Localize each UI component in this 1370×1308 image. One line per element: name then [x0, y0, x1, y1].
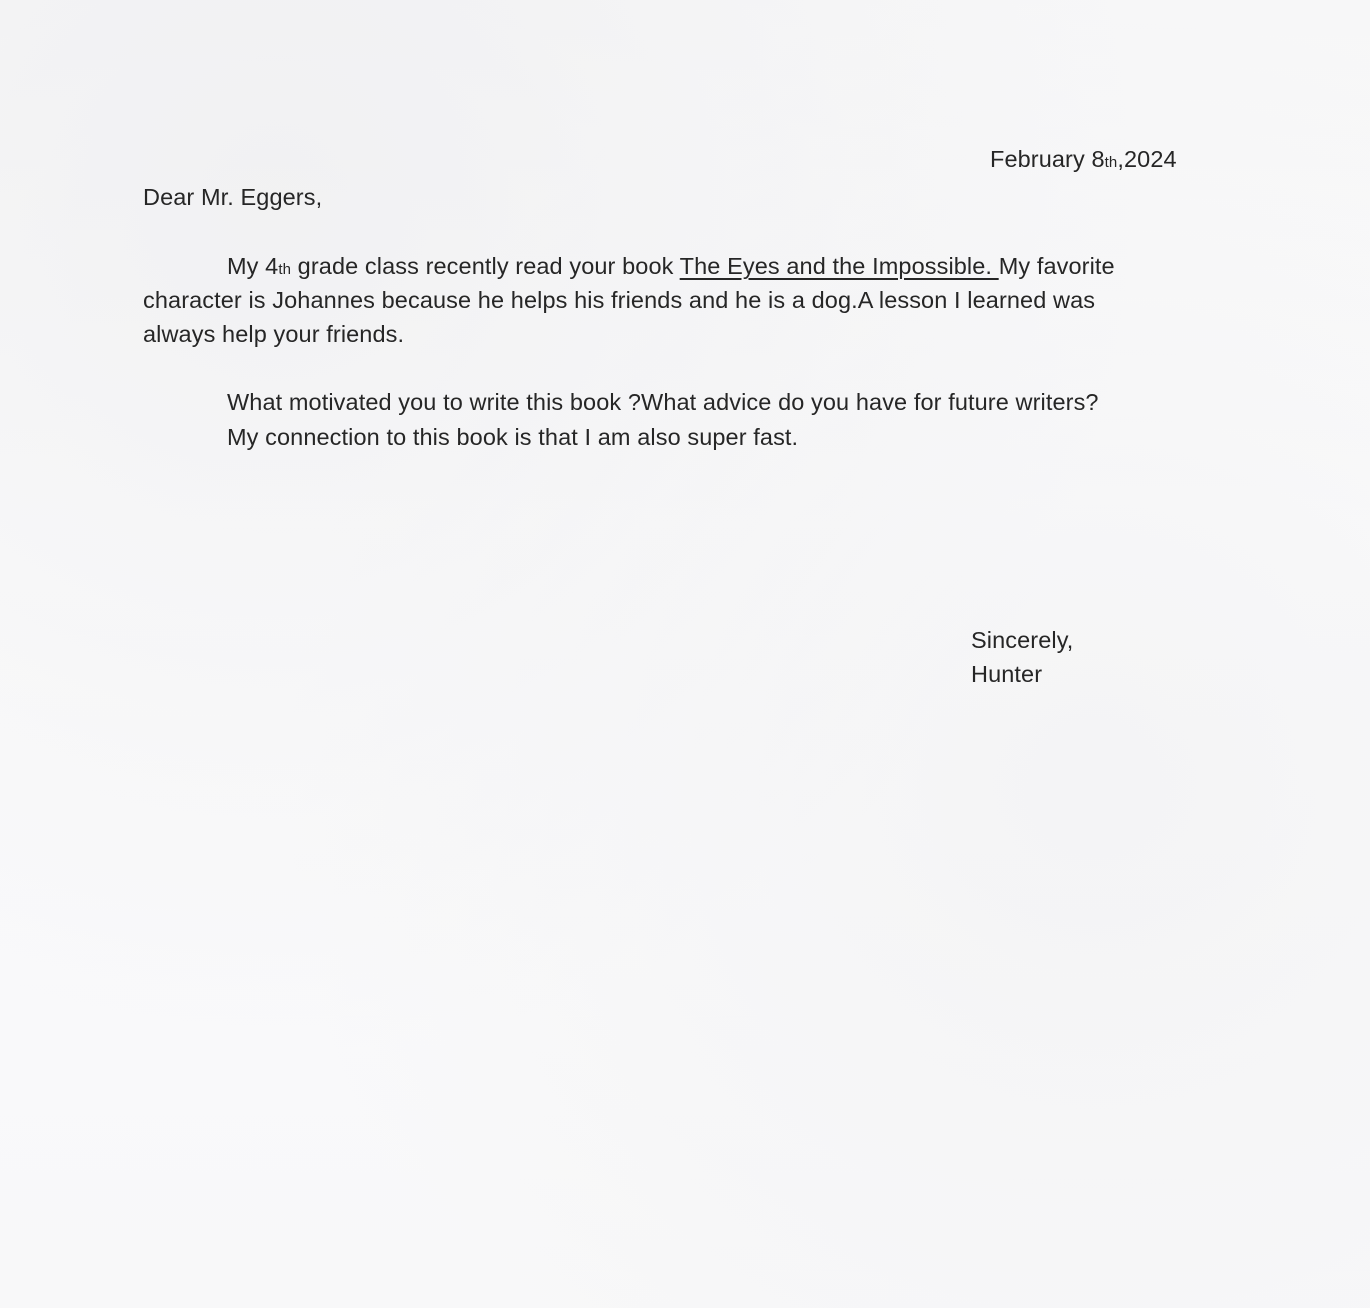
- paragraph1-line1: [227, 249, 1115, 287]
- salutation: Dear Mr. Eggers,: [143, 184, 323, 210]
- letter-date: [990, 142, 1177, 180]
- paragraph2-line1: What motivated you to write this book ?What advice do you have for future writers?: [227, 389, 1099, 415]
- book-title: The Eyes and the Impossible.: [679, 253, 999, 279]
- closing: Sincerely,: [971, 627, 1074, 653]
- date-year: ,2024: [1117, 146, 1177, 172]
- signature: Hunter: [971, 661, 1043, 687]
- paragraph1-line2: character is Johannes because he helps his friends and he is a dog.A lesson I learned was: [143, 287, 1096, 313]
- grade-suffix: th: [278, 261, 292, 278]
- paragraph1-line1-end: My favorite: [998, 253, 1115, 279]
- paragraph2-line2: My connection to this book is that I am also super fast.: [227, 424, 799, 450]
- date-suffix: th: [1104, 154, 1118, 171]
- paragraph1-line1-start: My 4: [227, 253, 279, 279]
- paragraph1-line1-mid: grade class recently read your book: [291, 253, 680, 279]
- date-month-day: February 8: [990, 146, 1105, 172]
- paragraph1-line3: always help your friends.: [143, 321, 405, 347]
